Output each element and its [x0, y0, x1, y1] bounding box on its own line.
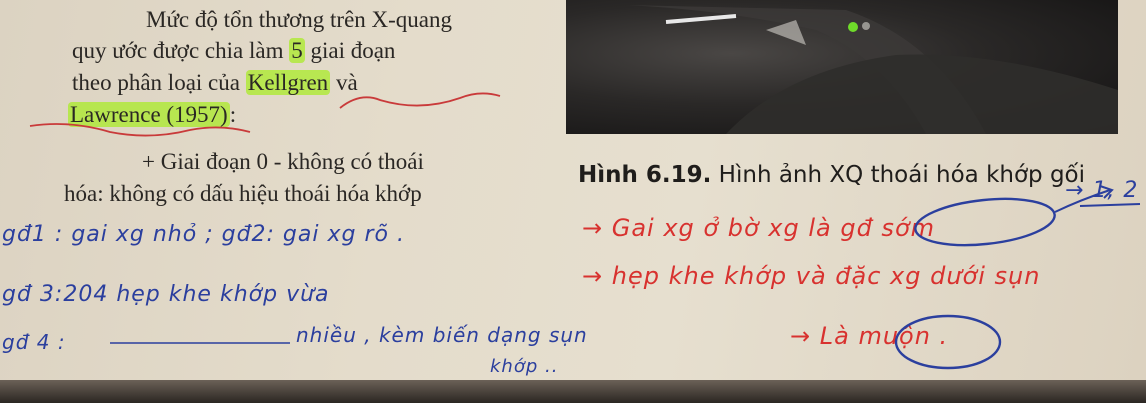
- blue-note-5: khớp ..: [490, 356, 559, 377]
- book-line-6: [64, 182, 422, 205]
- caption-text: Hình ảnh XQ thoái hóa khớp gối: [711, 162, 1086, 188]
- page-edge-shadow: [0, 380, 1146, 403]
- blue-note-2: gđ 3:204 hẹp khe khớp vừa: [2, 282, 330, 307]
- text-span: giai đoạn: [304, 38, 396, 63]
- text-span: và: [330, 70, 358, 95]
- blue-note-1: gđ1 : gai xg nhỏ ; gđ2: gai xg rõ .: [2, 222, 405, 247]
- text-span: hóa: không có dấu hiệu thoái hóa khớp: [64, 181, 422, 206]
- highlighted-number: 5: [291, 38, 303, 63]
- book-line-4: [68, 103, 236, 126]
- book-line-5: [142, 150, 424, 173]
- book-line-1: [146, 8, 452, 31]
- text-span: :: [229, 102, 237, 127]
- text-span: + Giai đoạn 0 - không có thoái: [142, 149, 424, 174]
- blue-note-3: gđ 4 :: [2, 330, 66, 354]
- text-span: Mức độ tổn thương trên X-quang: [146, 7, 453, 32]
- text-span: theo phân loại của: [72, 70, 246, 95]
- blue-note-4: nhiều , kèm biến dạng sụn: [296, 323, 588, 347]
- highlighted-author: Kellgren: [247, 70, 329, 95]
- book-line-3: [72, 71, 358, 94]
- red-note-1: → Gai xg ở bờ xg là gđ sớm: [582, 214, 935, 242]
- red-note-3: → Là muộn .: [790, 322, 949, 350]
- xray-image: [566, 0, 1118, 134]
- figure-caption: [578, 162, 1085, 188]
- text-span: quy ước được chia làm: [72, 38, 290, 63]
- highlighted-reference: Lawrence (1957): [70, 102, 228, 127]
- book-line-2: [72, 39, 395, 62]
- red-note-1-tail: → 1, 2: [1065, 178, 1139, 203]
- caption-label: Hình 6.19.: [578, 162, 712, 188]
- red-note-2: → hẹp khe khớp và đặc xg dưới sụn: [582, 262, 1041, 290]
